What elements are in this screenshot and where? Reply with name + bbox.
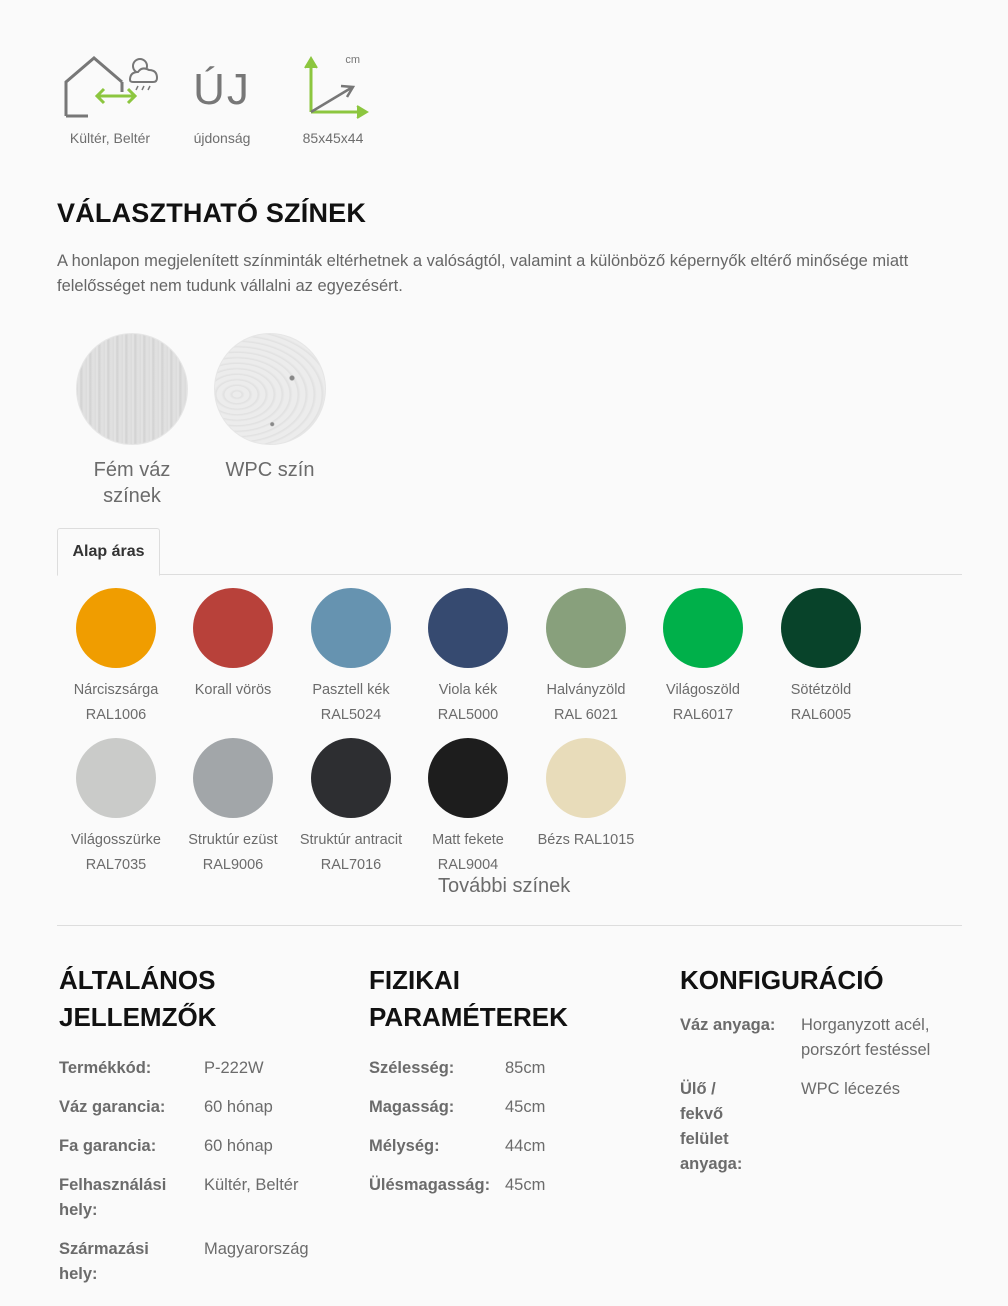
color-code: RAL7035: [85, 857, 147, 873]
color-dot: [546, 738, 626, 818]
color-swatch[interactable]: [292, 738, 410, 878]
general-specs: [59, 962, 349, 1287]
spec-key: Ülő / fekvő felület anyaga:: [680, 1080, 743, 1173]
color-swatch[interactable]: [292, 588, 410, 728]
spec-key: Szélesség:: [369, 1059, 455, 1077]
spec-key: Váz anyaga:: [680, 1016, 776, 1034]
color-swatch[interactable]: [644, 588, 762, 728]
spec-row: [59, 1237, 349, 1287]
color-name: Nárciszsárga: [73, 682, 159, 698]
color-dot: [193, 738, 273, 818]
feature-indoor-outdoor: [58, 48, 162, 146]
spec-value: Magyarország: [204, 1240, 309, 1258]
spec-value: 45cm: [505, 1098, 546, 1116]
config-specs-title: KONFIGURÁCIÓ: [680, 965, 884, 995]
color-name: Bézs RAL1015: [537, 832, 635, 848]
spec-value: 60 hónap: [204, 1098, 273, 1116]
color-name: Sötétzöld: [790, 682, 852, 698]
color-swatch[interactable]: [409, 588, 527, 728]
new-badge-glyph: ÚJ: [193, 65, 251, 114]
spec-value: WPC lécezés: [801, 1080, 901, 1098]
color-swatch[interactable]: [174, 738, 292, 878]
color-code: RAL6005: [790, 707, 852, 723]
spec-row: [369, 1095, 659, 1120]
color-dot: [428, 588, 508, 668]
spec-row: [680, 1077, 960, 1177]
color-name: Matt fekete: [432, 832, 504, 848]
color-name: Struktúr antracit: [299, 832, 403, 848]
color-code: RAL6017: [672, 707, 734, 723]
color-name: Világoszöld: [666, 682, 740, 698]
spec-value: 44cm: [505, 1137, 546, 1155]
feature-dimensions: [292, 48, 374, 146]
spec-key: Felhasználási hely:: [59, 1176, 167, 1219]
spec-row: [59, 1056, 349, 1081]
spec-value: 60 hónap: [204, 1137, 273, 1155]
color-dot: [76, 738, 156, 818]
feature-label: újdonság: [193, 130, 251, 146]
spec-key: Fa garancia:: [59, 1137, 157, 1155]
spec-row: [59, 1134, 349, 1159]
color-name: Struktúr ezüst: [188, 832, 278, 848]
color-dot: [311, 738, 391, 818]
dimensions-icon: [292, 48, 374, 120]
feature-label: 85x45x44: [302, 130, 364, 146]
divider: [57, 925, 962, 926]
color-code: RAL1006: [85, 707, 147, 723]
color-name: Korall vörös: [194, 682, 272, 698]
spec-row: [369, 1173, 659, 1198]
spec-key: Mélység:: [369, 1137, 440, 1155]
color-code: RAL5000: [437, 707, 499, 723]
swatch-name: WPC szín: [225, 459, 315, 481]
physical-specs: [369, 962, 659, 1198]
swatch-metal-frame[interactable]: [67, 333, 197, 509]
color-name: Viola kék: [438, 682, 498, 698]
title-line: PARAMÉTEREK: [369, 1002, 568, 1032]
spec-key: Váz garancia:: [59, 1098, 166, 1116]
spec-key: Magasság:: [369, 1098, 455, 1116]
color-name: Pasztell kék: [312, 682, 390, 698]
swatch-wpc[interactable]: [205, 333, 335, 483]
color-code: RAL7016: [320, 857, 382, 873]
title-line: ÁLTALÁNOS: [59, 965, 216, 995]
physical-specs-title: [369, 962, 659, 1036]
color-swatch[interactable]: [527, 588, 645, 728]
colors-section-title: VÁLASZTHATÓ SZÍNEK: [57, 198, 367, 228]
color-dot: [193, 588, 273, 668]
feature-new: [182, 48, 262, 146]
color-dot: [546, 588, 626, 668]
color-swatch[interactable]: [57, 738, 175, 878]
color-dot: [76, 588, 156, 668]
color-code: RAL9006: [202, 857, 264, 873]
wood-grain-swatch: [214, 333, 326, 445]
title-line: FIZIKAI: [369, 965, 460, 995]
spec-row: [59, 1173, 349, 1223]
spec-row: [369, 1056, 659, 1081]
spec-key: Származási hely:: [59, 1240, 149, 1283]
new-badge-icon: [182, 48, 262, 120]
spec-row: [369, 1134, 659, 1159]
color-dot: [781, 588, 861, 668]
spec-key: Termékkód:: [59, 1059, 152, 1077]
color-dot: [311, 588, 391, 668]
brushed-metal-swatch: [76, 333, 188, 445]
spec-value: 85cm: [505, 1059, 546, 1077]
color-code: RAL9004: [437, 857, 499, 873]
spec-row: [59, 1095, 349, 1120]
feature-label: Kültér, Beltér: [69, 130, 151, 146]
spec-value: Kültér, Beltér: [204, 1176, 299, 1194]
tab-base-price[interactable]: Alap áras: [57, 528, 160, 576]
spec-value: 45cm: [505, 1176, 546, 1194]
color-swatch[interactable]: [409, 738, 527, 878]
color-name: Világosszürke: [70, 832, 161, 848]
spec-value: P-222W: [204, 1059, 264, 1077]
color-dot: [428, 738, 508, 818]
color-swatch[interactable]: [57, 588, 175, 728]
general-specs-title: [59, 962, 349, 1036]
price-tab-bar: [57, 528, 962, 575]
spec-row: [680, 1013, 960, 1063]
title-line: JELLEMZŐK: [59, 1002, 217, 1032]
color-swatch[interactable]: [527, 738, 645, 853]
swatch-name: Fém váz színek: [93, 459, 171, 507]
spec-value: Horganyzott acél, porszórt festéssel: [801, 1016, 931, 1059]
color-swatch[interactable]: [762, 588, 880, 728]
more-colors-link[interactable]: További színek: [438, 875, 571, 897]
config-specs: [680, 962, 960, 1177]
house-indoor-outdoor-icon: [58, 48, 162, 120]
color-dot: [663, 588, 743, 668]
color-swatch[interactable]: [174, 588, 292, 703]
dimension-unit: cm: [345, 54, 360, 66]
color-disclaimer: A honlapon megjelenített színminták eltérhetnek a valóságtól, valamint a különböző képernyők eltérő minősége miatt felelősséget nem tudunk vállalni az egyezésért.: [57, 252, 909, 295]
color-code: RAL5024: [320, 707, 382, 723]
spec-key: Ülésmagasság:: [369, 1176, 491, 1194]
color-code: RAL 6021: [554, 707, 618, 723]
color-name: Halványzöld: [546, 682, 626, 698]
